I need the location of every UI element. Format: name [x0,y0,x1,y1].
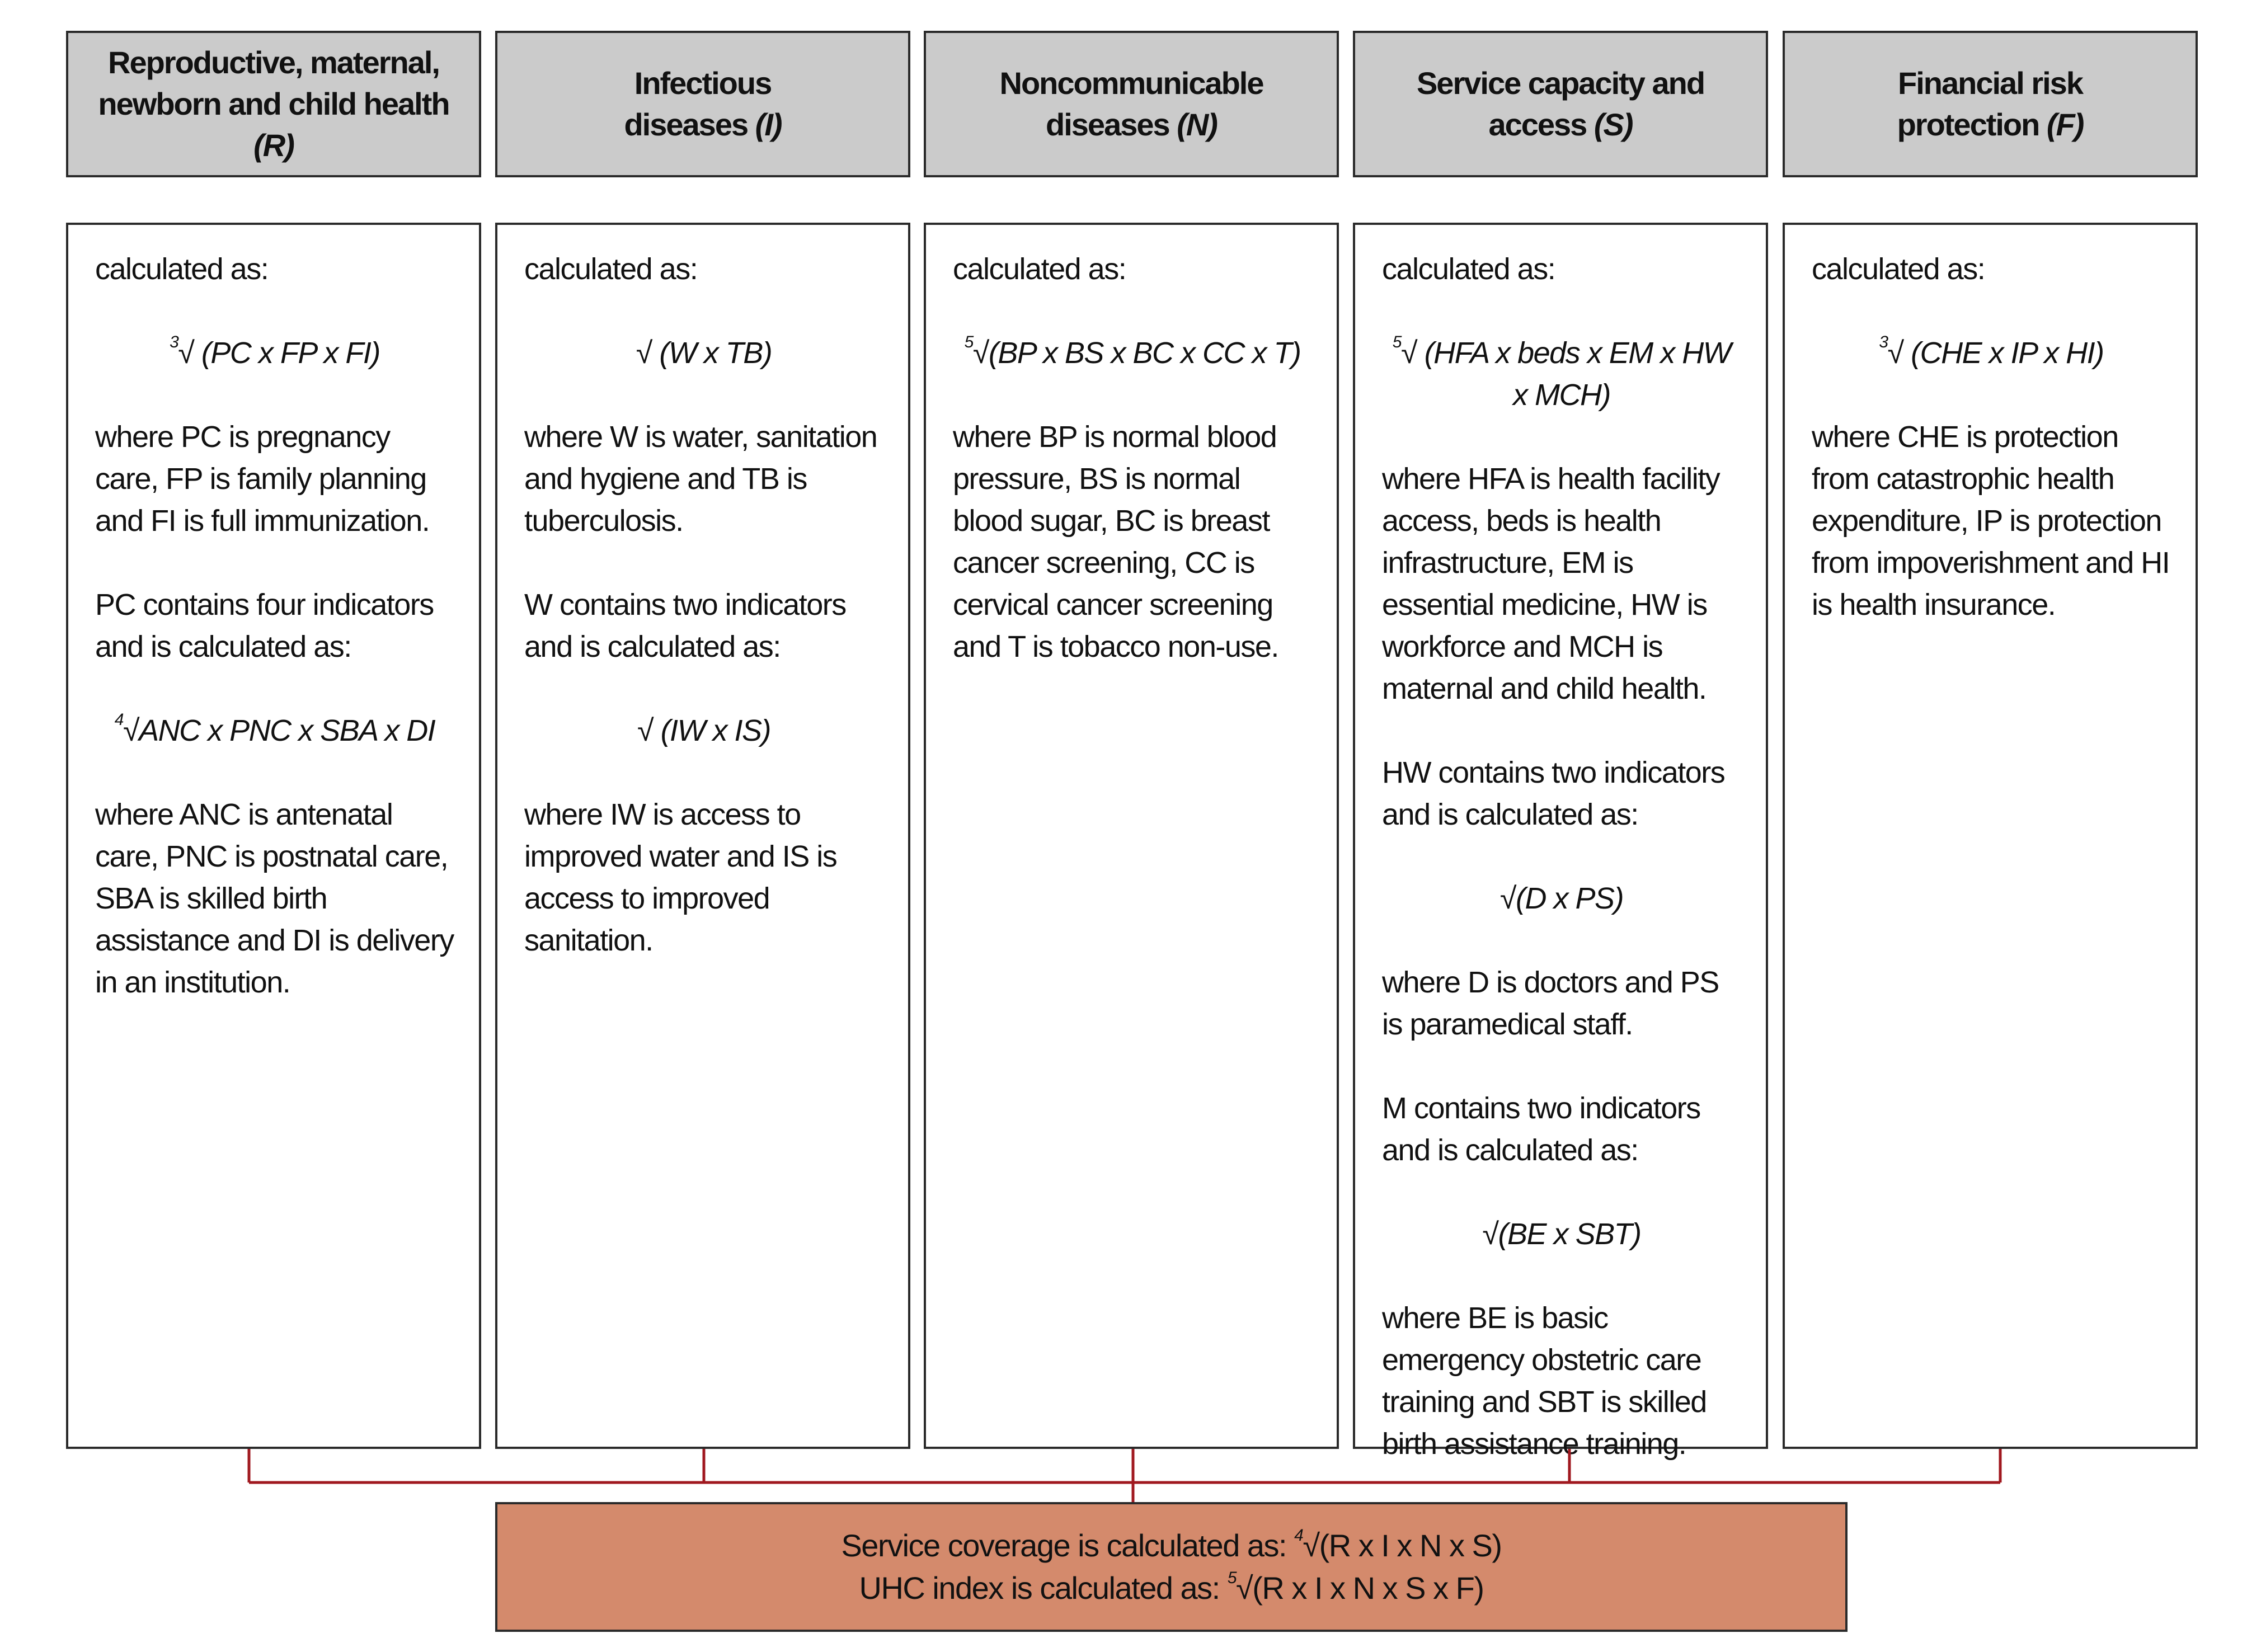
formula: √ (W x TB) [636,336,772,370]
definition: where BE is basic emergency obstetric care training and SBT is skilled birth assistance training. [1382,1301,1707,1461]
definition: where IW is access to improved water and IS is access to improved sanitation. [524,798,837,957]
uhc-index-formula: UHC index is calculated as: $^5$√(R x I x N x S x F) [859,1569,1484,1606]
definition: where BP is normal blood pressure, BS is normal blood sugar, BC is breast cancer screening, CC is cervical cancer screening and T is tobacco non-use. [953,420,1278,663]
calc-label: calculated as: [1812,252,1985,286]
definition: where CHE is protection from catastrophic health expenditure, IP is protection from impoverishment and HI is health insurance. [1812,420,2170,622]
formula: $^3$√ (PC x FP x FI) [170,333,380,370]
header-title: Infectious diseases (I) [624,65,782,142]
formula: $^3$√ (CHE x IP x HI) [1879,333,2104,370]
formula: √ (IW x IS) [637,714,771,747]
definition: HW contains two indicators and is calculated as: [1382,756,1725,831]
summary-box [495,1502,1848,1632]
definition: where PC is pregnancy care, FP is family planning and FI is full immunization. [95,420,430,538]
definition: where D is doctors and PS is paramedical staff. [1382,966,1719,1041]
header-title: Reproductive, maternal, newborn and child health (R) [98,45,449,163]
formula: $^5$√ (HFA x beds x EM x HW x MCH) [1392,333,1731,412]
formula: $^5$√(BP x BS x BC x CC x T) [964,333,1301,370]
definition: W contains two indicators and is calculated as: [524,588,846,663]
formula: $^4$√ANC x PNC x SBA x DI [114,710,435,747]
service-coverage-formula: Service coverage is calculated as: $^4$√(R x I x N x S) [841,1526,1502,1563]
definition: PC contains four indicators and is calculated as: [95,588,434,663]
definition: where HFA is health facility access, beds is health infrastructure, EM is essential medicine, HW is workforce and MCH is maternal and child health. [1382,462,1720,705]
header-title: Financial risk protection (F) [1897,65,2084,142]
formula: √(D x PS) [1499,882,1624,915]
calc-label: calculated as: [1382,252,1555,286]
formula: √(BE x SBT) [1482,1217,1641,1251]
header-title: Service capacity and access (S) [1416,65,1705,142]
definition: where W is water, sanitation and hygiene and TB is tuberculosis. [524,420,877,538]
definition: M contains two indicators and is calculated as: [1382,1091,1700,1167]
calc-label: calculated as: [524,252,698,286]
calc-label: calculated as: [95,252,269,286]
definition: where ANC is antenatal care, PNC is postnatal care, SBA is skilled birth assistance and DI is delivery in an institution. [95,798,454,999]
calc-label: calculated as: [953,252,1126,286]
header-title: Noncommunicable diseases (N) [999,65,1263,142]
